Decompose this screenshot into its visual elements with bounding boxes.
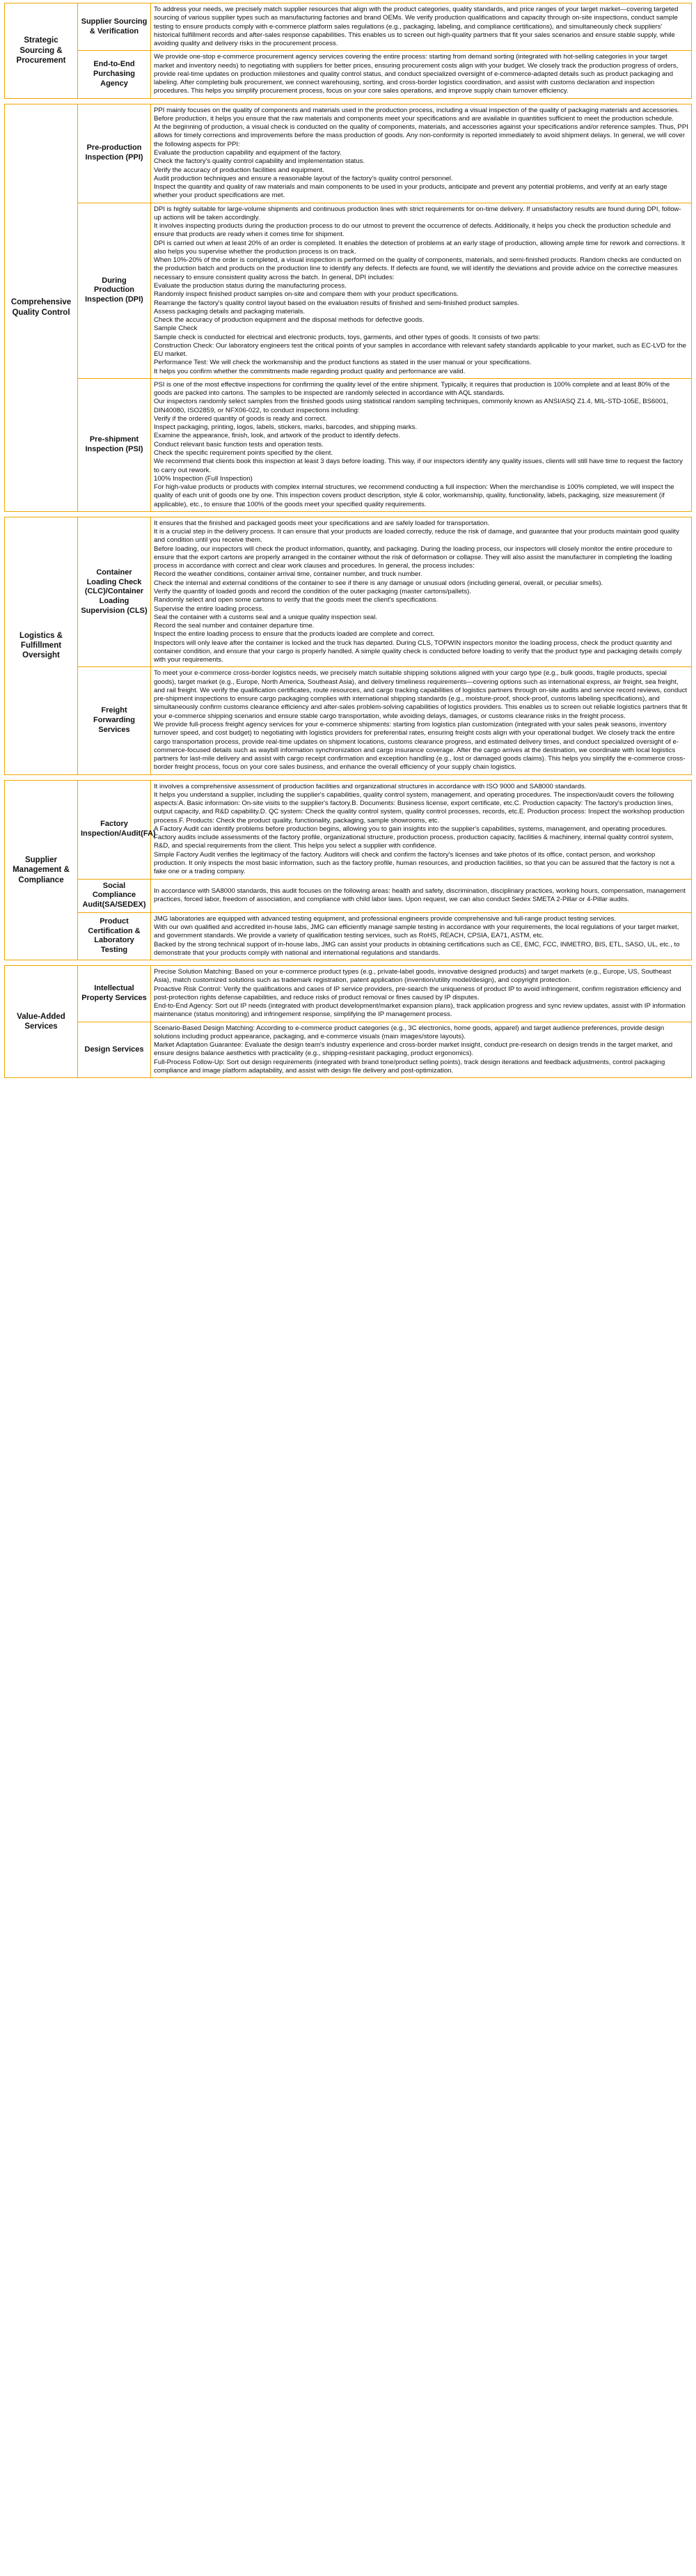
category-cell: Logistics & Fulfillment Oversight [5,517,78,774]
service-name-cell: Social Compliance Audit(SA/SEDEX) [78,879,151,912]
description-paragraph: Sample Check [154,325,198,333]
service-name-cell: End-to-End Purchasing Agency [78,51,151,98]
service-description-cell [151,879,692,912]
group-spacer [5,960,692,966]
service-description-cell [151,203,692,378]
table-row [5,3,692,51]
description-paragraph: At the beginning of production, a visual check is conducted on the quality of components, materials, and accessories against your specifications and/or reference samples. Thus, PPI allows for timely corrections and improvements before the mass production of goods. Any non-conformity is reported immediately to avoid shipment delays. In general, we will cover the following aspects for PPI: [154,123,688,148]
description-paragraph: Backed by the strong technical support of in-house labs, JMG can assist your products in obtaining certifications such as CE, EMC, FCC, INMETRO, BIS, ETL, SASO, UL, etc., to demonstrate that your products comply with national and international regulations and standards. [154,940,680,957]
service-name-cell: Intellectual Property Services [78,966,151,1022]
description-paragraph: For high-value products or products with complex internal structures, we recommend conducting a full inspection: When the merchandise is 100% completed, we will inspect the quality of each unit of goods one by one. This inspection covers product description, style & color, workmanship, quality, functionality, labels, packaging, size measurement (if applicable), etc., to ensure that 100% of the goods meet your specified quality requirements. [154,483,674,508]
service-name-cell: Supplier Sourcing & Verification [78,3,151,51]
description-paragraph: Verify the quantity of loaded goods and record the condition of the outer packaging (master cartons/pallets). [154,588,471,595]
description-paragraph: It is a crucial step in the delivery process. It can ensure that your products are loaded correctly, reduce the risk of damage, and guarantee that your products maintain good quality and condition until you receive them. [154,528,679,545]
service-matrix-table [4,3,692,1078]
table-row [5,203,692,378]
service-description-cell [151,912,692,960]
description-paragraph: In accordance with SA8000 standards, this audit focuses on the following areas: health and safety, discrimination, disciplinary practices, working hours, compensation, management practices, forced labor, freedom of association, and compliance with child labor laws. Upon request, we can also conduct Sedex SMETA 2-Pillar or 4-Pillar audits. [154,887,686,904]
group-spacer [5,98,692,104]
service-description-cell [151,966,692,1022]
service-description-cell [151,3,692,51]
service-name-cell: Pre-shipment Inspection (PSI) [78,378,151,511]
service-description-cell [151,1022,692,1078]
description-paragraph: Record the seal number and container departure time. [154,622,315,630]
description-paragraph: Seal the container with a customs seal and a unique quality inspection seal. [154,613,378,621]
description-paragraph: Rearrange the factory's quality control layout based on the evaluation results of finished and semi-finished product samples. [154,299,519,307]
group-spacer-cell [5,98,692,104]
service-name-cell: Pre-production Inspection (PPI) [78,104,151,203]
description-paragraph: A Factory Audit can identify problems before production begins, allowing you to gain insights into the supplier's capabilities, systems, management, and operating procedures. Factory audits include assessments of the factory profile, organizational structure, production process, production capacity, facilities & machinery, internal quality control system, R&D, and special requirements from the client. This helps you select a supplier with confidence. [154,825,674,850]
category-cell: Value-Added Services [5,966,78,1078]
description-paragraph: Inspect packaging, printing, logos, labels, stickers, marks, barcodes, and shipping marks. [154,423,418,432]
description-paragraph: 100% Inspection (Full Inspection) [154,474,253,483]
service-description-cell [151,517,692,667]
description-paragraph: Supervise the entire loading process. [154,604,264,613]
description-paragraph: To meet your e-commerce cross-border logistics needs, we precisely match suitable shipping solutions aligned with your cargo type (e.g., bulk goods, fragile products, special goods), target market (e.g., Europe, North America, Southeast Asia), and delivery timeliness requirements—covering options such as international express, air freight, sea freight, and rail freight. We verify the qualification certificates, route resources, and cargo tracking capabilities of logistics partners through on-site audits and service record reviews, conduct pre-shipment inspections to ensure cargo packaging complies with international shipping standards (e.g., moisture-proof, shock-proof, customs labeling specifications), and simultaneously confirm customs clearance efficiency and after-sales problem-solving capabilities of logistics providers. This enables us to screen out reliable logistics partners that fit your e-commerce shipping scenarios and ensure stable cargo transportation, while avoiding delays, damages, or customs clearance risks in the freight process. [154,669,688,720]
service-description-cell [151,51,692,98]
group-spacer-cell [5,511,692,517]
description-paragraph: Before loading, our inspectors will check the product information, quantity, and packaging. During the loading process, our inspectors will closely monitor the entire procedure to ensure that the export cartons are properly arranged in the container without the risk of deformation or collapse. They will also assist the manufacturer in completing the loading process in accordance with correct and clear work clauses and procedures. In general, the process includes: [154,545,672,570]
description-paragraph: Audit production techniques and ensure a reasonable layout of the factory's quality control personnel. [154,174,453,182]
service-name-cell: Container Loading Check (CLC)/Container Loading Supervision (CLS) [78,517,151,667]
description-paragraph: DPI is highly suitable for large-volume shipments and continuous production lines with strict requirements for on-time delivery. If unsatisfactory results are found during DPI, follow-up actions will be taken accordingly. [154,205,681,221]
description-paragraph: Check the accuracy of production equipment and the disposal methods for defective goods. [154,316,425,325]
description-paragraph: We provide one-stop e-commerce procurement agency services covering the entire process: starting from demand sorting (integrated with hot-selling categories in your target market and inventory needs) to negotiating with suppliers for better prices, ensuring procurement costs align with your budget. We closely track the production progress of orders, provide real-time updates on production milestones and quality control status, and conduct specialized oversight of e-commerce-adapted details such as product packaging and labeling. After completing bulk procurement, we connect warehousing, sorting, and cross-border logistics coordination, and assist with customs declaration and inspection procedures. This helps you simplify procurement process, focus on your core sales operations, and improve supply chain turnover efficiency. [154,53,679,95]
group-spacer-cell [5,774,692,780]
description-paragraph: Scenario-Based Design Matching: According to e-commerce product categories (e.g., 3C electronics, home goods, apparel) and target audience preferences, provide design solutions including product appearance, packaging, and e-commerce visuals (main images/store layouts). [154,1024,665,1040]
description-paragraph: It involves a comprehensive assessment of production facilities and organizational structures in accordance with ISO 9000 and SA8000 standards. [154,782,587,790]
service-description-cell [151,667,692,774]
description-paragraph: To address your needs, we precisely match supplier resources that align with the product categories, quality standards, and price ranges of your target market—covering targeted sourcing of various supplier types such as manufacturing factories and brand OEMs. We verify production qualifications and capacity through on-site inspections, conduct sample testing to ensure products comply with e-commerce platform sales regulations (e.g., packaging, labeling, and compliance certifications), and simultaneously check suppliers' historical fulfillment records and after-sales response capabilities. This enables us to screen out high-quality partners that fit your sales scenarios and ensure stable supply, while avoiding quality and delivery risks in the procurement process. [154,6,679,48]
group-spacer [5,774,692,780]
service-description-cell [151,780,692,879]
description-paragraph: JMG laboratories are equipped with advanced testing equipment, and professional engineers provide comprehensive and full-range product testing services. [154,914,616,923]
description-paragraph: Precise Solution Matching: Based on your e-commerce product types (e.g., private-label goods, innovative designed products) and target markets (e.g., Europe, US, Southeast Asia), match customized solutions such as trademark registration, patent application (invention/utility model/design), and copyright protection. [154,968,672,985]
description-paragraph: Inspect the entire loading process to ensure that the products loaded are complete and correct. [154,630,435,639]
table-row [5,51,692,98]
description-paragraph: Check the specific requirement points specified by the client. [154,449,333,458]
description-paragraph: PSI is one of the most effective inspections for confirming the quality level of the entire shipment. Typically, it requires that production is 100% complete and at least 80% of the goods are packed into cartons. The samples to be inspected are randomly selected in accordance with AQL standards. [154,380,670,398]
description-paragraph: DPI is carried out when at least 20% of an order is completed. It enables the detection of problems at an early stage of production, allowing ample time for rework and corrections. It also helps you supervise whether the production process is on track. [154,239,686,256]
service-name-cell: Factory Inspection/Audit(FA) [78,780,151,879]
service-matrix-sheet [0,0,696,1082]
group-spacer-cell [5,960,692,966]
service-name-cell: Design Services [78,1022,151,1078]
description-paragraph: Check the factory's quality control capability and implementation status. [154,157,365,166]
description-paragraph: Performance Test: We will check the workmanship and the product functions as stated in the user manual or your specifications. [154,359,532,367]
service-description-cell [151,104,692,203]
description-paragraph: Sample check is conducted for electrical and electronic products, toys, garments, and other types of goods. It consists of two parts: [154,333,541,341]
description-paragraph: Full-Process Follow-Up: Sort out design requirements (integrated with brand tone/product selling points), track design iterations and feedback adjustments, control packaging compliance and image platform adaptability, and assist with design file delivery and post-optimization. [154,1058,665,1075]
description-paragraph: Evaluate the production status during the manufacturing process. [154,281,347,290]
table-row [5,879,692,912]
description-paragraph: Proactive Risk Control: Verify the qualifications and cases of IP service providers, pre-search the uniqueness of product IP to avoid infringement, confirm registration efficiency and post-protection rights defense capabilities, and reduce risks of product removal or fines caused by IP disputes. [154,985,681,1001]
description-paragraph: Market Adaptation Guarantee: Evaluate the design team's industry experience and cross-border market insight, conduct pre-research on design trends in the target market, and ensure designs balance aesthetics with practicality (e.g., shipping-resistant packaging, product ergonomics). [154,1041,673,1058]
description-paragraph: Before production, it helps you ensure that the raw materials and components meet your specifications and are available in quantities sufficient to meet the production schedule. [154,114,674,123]
description-paragraph: It involves inspecting products during the production process to do our utmost to prevent the occurrence of defects. Additionally, it helps you check the production schedule and ensure that products are ready when it comes time for shipment. [154,222,671,239]
description-paragraph: Verify if the ordered quantity of goods is ready and correct. [154,414,327,423]
description-paragraph: Randomly select and open some cartons to verify that the goods meet the client's specifications. [154,596,438,604]
service-description-cell [151,378,692,511]
description-paragraph: Construction Check: Our laboratory engineers test the critical points of your samples in accordance with relevant safety standards applicable to your market, such as EC-LVD for the EU market. [154,341,687,359]
table-row [5,517,692,667]
table-row [5,378,692,511]
description-paragraph: It helps you understand a supplier, including the supplier's capabilities, quality control system, management, and operating procedures. The inspection/audit covers the following aspects:A. Basic information: On-site visits to the supplier's factory.B. Documents: Business license, export certificate, etc.C. Production capacity: The factory's production lines, output capacity, and R&D capability.D. QC system: Check the quality control system, quality control processes, records, etc.E. Production process: Inspect the workshop production process.F. Products: Check the product quality, functionality, packaging, sample showrooms, etc. [154,790,685,825]
description-paragraph: Inspectors will only leave after the container is locked and the truck has departed. During CLS, TOPWIN inspectors monitor the loading process, check the product quantity and container condition, and ensure that your cargo is properly handled. A simple quality check is conducted before loading to verify that the product type and packaging details comply with your requirements. [154,639,682,664]
description-paragraph: End-to-End Agency: Sort out IP needs (integrated with product development/market expansion plans), track application progress and sync review updates, assist with IP information maintenance (status monitoring) and infringement response, simplifying the IP management process. [154,1002,686,1019]
description-paragraph: PPI mainly focuses on the quality of components and materials used in the production process, including a visual inspection of the quality of packaging materials and accessories. [154,106,680,114]
description-paragraph: It ensures that the finished and packaged goods meet your specifications and are safely loaded for transportation. [154,519,490,527]
description-paragraph: Inspect the quantity and quality of raw materials and main components to be used in your products, anticipate and prevent any potential problems, and verify at an early stage whether your product specifications are met. [154,183,667,200]
description-paragraph: With our own qualified and accredited in-house labs, JMG can efficiently manage sample testing in accordance with your requirements, the local regulations of your target market, and government standards. We provide a variety of qualification testing services, such as RoHS, REACH, CPSIA, EA71, ASTM, etc. [154,923,679,940]
description-paragraph: Examine the appearance, finish, look, and artwork of the product to identify defects. [154,432,401,440]
description-paragraph: It helps you confirm whether the commitments made regarding product quality and performance are valid. [154,367,466,375]
description-paragraph: Record the weather conditions, container arrival time, container number, and truck number. [154,570,422,579]
category-cell: Supplier Management & Compliance [5,780,78,960]
description-paragraph: We provide full-process freight agency services for your e-commerce shipments: starting from logistics plan customization (integrated with your sales peak seasons, inventory turnover speed, and cost budget) to negotiating with logistics providers for preferential rates, ensuring freight costs align with your operational budget. We closely track the entire cargo transportation process, provide real-time updates on shipment locations, customs clearance progress, and estimated delivery times, and conduct specialized oversight of e-commerce-focused details such as waybill information synchronization and cargo insurance coverage. After the cargo arrives at the destination, we coordinate with local logistics partners for last-mile delivery and assist with cargo receipt confirmation and exception handling (e.g., lost or damaged goods claims). This helps you simplify the e-commerce cross-border freight process, focus on your core sales business, and enhance the overall efficiency of your supply chain logistics. [154,720,686,772]
category-cell: Strategic Sourcing & Procurement [5,3,78,99]
description-paragraph: Assess packaging details and packaging materials. [154,307,306,315]
description-paragraph: When 10%-20% of the order is completed, a visual inspection is performed on the quality of components, materials, and semi-finished products. Random checks are conducted on the production batch and products on the production line to identify any defects. If defects are found, we will identify the deviations and provide advice on the corrective measures necessary to ensure consistent quality across the batch. In general, DPI includes: [154,256,681,281]
description-paragraph: Check the internal and external conditions of the container to see if there is any damage or unusual odors (including general, overall, or peculiar smells). [154,579,603,587]
description-paragraph: Our inspectors randomly select samples from the finished goods using statistical random sampling techniques, commonly known as ANSI/ASQ Z1.4, MIL-STD-105E, BS6001, DIN40080, ISO2859, or NFX06-022, to conduct inspections including: [154,398,669,414]
service-name-cell: During Production Inspection (DPI) [78,203,151,378]
description-paragraph: We recommend that clients book this inspection at least 3 days before loading. This way, if our inspectors identify any quality issues, clients will still have time to request the factory to carry out rework. [154,458,683,474]
category-cell: Comprehensive Quality Control [5,104,78,511]
table-row [5,1022,692,1078]
table-row [5,780,692,879]
table-row [5,912,692,960]
description-paragraph: Simple Factory Audit verifies the legitimacy of the factory. Auditors will check and confirm the factory's licenses and take photos of its office, contact person, and workshop production. It only inspects the most basic information, such as the factory profile, human resources, and production facilities, so that you can be assured that the factory is not a fake one or a trading company. [154,850,675,876]
table-row [5,966,692,1022]
group-spacer [5,511,692,517]
description-paragraph: Conduct relevant basic function tests and operation tests. [154,440,324,448]
description-paragraph: Verify the accuracy of production facilities and equipment. [154,166,324,174]
table-row [5,104,692,203]
service-name-cell: Product Certification & Laboratory Testing [78,912,151,960]
table-row [5,667,692,774]
service-name-cell: Freight Forwarding Services [78,667,151,774]
description-paragraph: Evaluate the production capability and equipment of the factory. [154,148,342,157]
description-paragraph: Randomly inspect finished product samples on-site and compare them with your product specifications. [154,290,459,299]
